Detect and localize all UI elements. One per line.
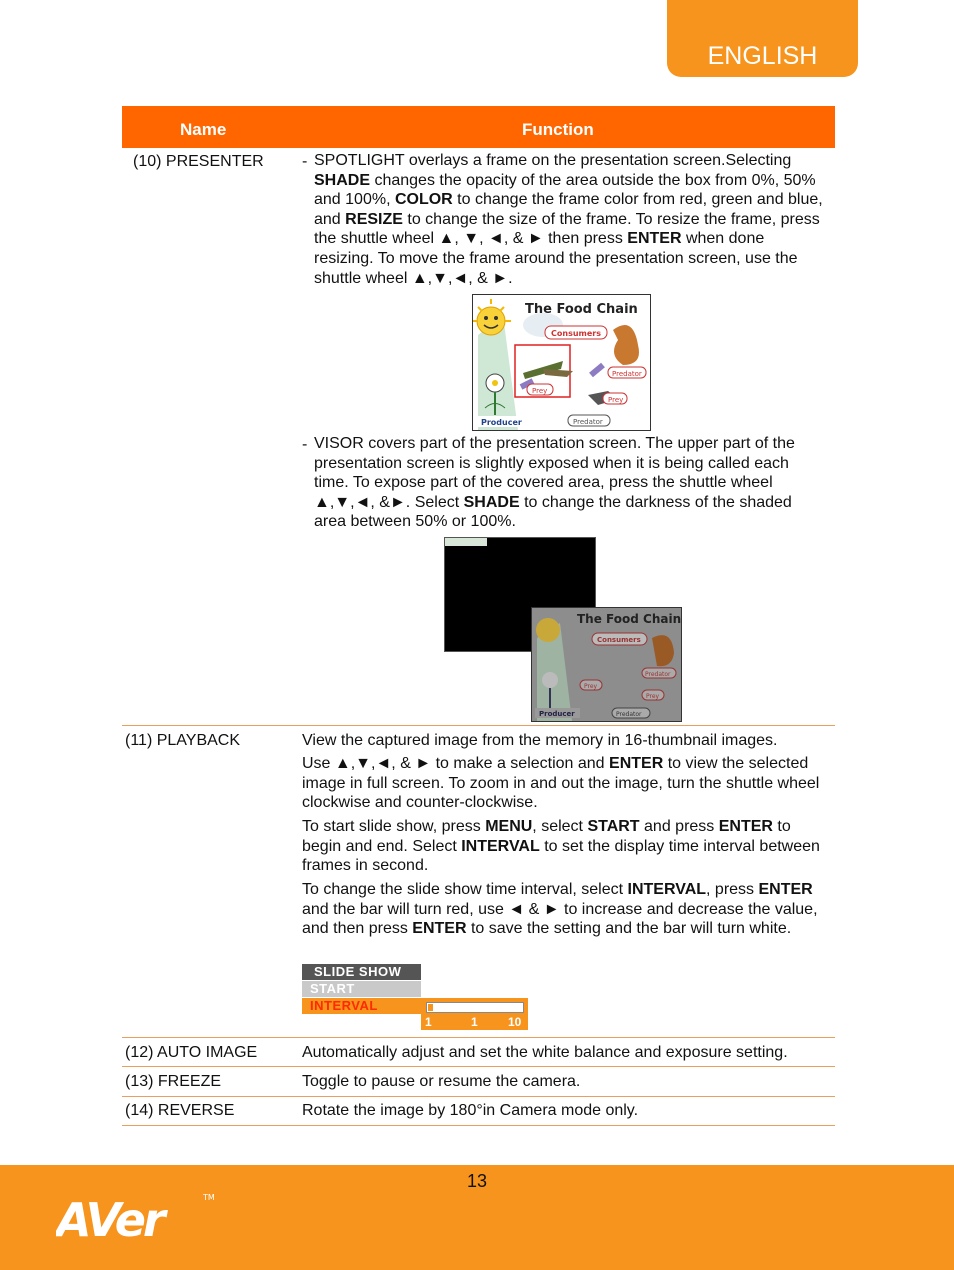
row-name-presenter: (10) PRESENTER [133,153,264,170]
menu-item-interval[interactable]: INTERVAL [302,998,421,1014]
svg-text:The Food Chain: The Food Chain [577,612,681,626]
playback-p4: To change the slide show time interval, select INTERVAL, press ENTER and the bar will turn red, use ◄ & ► to increase and decrease the value, and then press ENTER to save the setting and the bar will turn white. [302,881,818,938]
svg-text:TM: TM [203,1193,215,1202]
reverse-text: Rotate the image by 180°in Camera mode only. [302,1102,639,1119]
row-name-reverse: (14) REVERSE [125,1102,235,1119]
aver-logo [56,1190,226,1247]
auto-image-text: Automatically adjust and set the white balance and exposure setting. [302,1044,788,1061]
svg-text:Predator: Predator [612,370,642,378]
visor-image [531,607,682,722]
row-divider [122,1125,835,1126]
language-label: ENGLISH [707,42,818,70]
bold-keyword: SHADE [314,171,371,189]
page-number: 13 [466,1171,488,1191]
row-divider [122,725,835,726]
svg-text:Prey: Prey [532,387,548,395]
table-header [122,106,835,148]
bold-keyword: ENTER [718,818,773,835]
bold-keyword: COLOR [394,191,453,209]
row-divider [122,1096,835,1097]
language-tab [667,0,858,77]
svg-text:Predator: Predator [616,711,642,718]
bullet-dash: - [302,436,308,453]
svg-text:Producer: Producer [481,418,522,427]
illus-title: The Food Chain [525,302,638,317]
playback-p2: Use ▲,▼,◄, & ► to make a selection and ENTER to view the selected image in full screen. To zoom in and out the image, turn the shuttle wheel clockwise and counter-clockwise. [302,755,820,812]
food-chain-shaded [532,608,681,721]
sun-icon [473,299,511,335]
menu-title: SLIDE SHOW [302,964,421,980]
slider-min: 1 [425,1015,432,1029]
svg-text:Consumers: Consumers [597,636,641,644]
food-chain-illustration [473,295,650,430]
bold-keyword: ENTER [609,755,664,772]
svg-text:Predator: Predator [645,671,671,678]
svg-text:Predator: Predator [573,418,603,426]
svg-text:Consumers: Consumers [551,329,601,338]
bold-keyword: ENTER [412,920,467,938]
bold-keyword: INTERVAL [627,881,707,898]
visor-text: VISOR covers part of the presentation screen. The upper part of the presentation screen is slightly exposed when it is being called each time. To expose part of the covered area, press the shuttle wheel ▲,▼,◄, &►. Select SHADE to change the darkness of the shaded area between 50% or 100%. [314,435,795,531]
spotlight-image [472,294,651,431]
svg-text:AVer: AVer [56,1193,163,1242]
interval-slider-track[interactable] [426,1002,524,1013]
svg-text:Producer: Producer [539,710,575,718]
menu-item-start[interactable]: START [302,981,421,997]
slider-value: 1 [471,1015,478,1029]
bold-keyword: SHADE [463,493,520,511]
svg-text:Prey: Prey [646,693,660,700]
freeze-text: Toggle to pause or resume the camera. [302,1073,581,1090]
slider-max: 10 [508,1015,522,1029]
playback-p3: To start slide show, press MENU, select START and press ENTER to begin and end. Select INTERVAL to set the display time interval between frames in second. [302,818,820,875]
bold-keyword: ENTER [758,881,813,898]
bold-keyword: MENU [485,818,533,835]
bold-keyword: INTERVAL [461,837,540,855]
interval-slider-fill [428,1004,433,1011]
svg-text:Prey: Prey [608,396,624,404]
bold-keyword: ENTER [627,230,682,248]
header-name: Name [180,120,227,139]
bold-keyword: START [587,818,640,835]
bold-keyword: RESIZE [345,210,403,228]
row-name-auto-image: (12) AUTO IMAGE [125,1044,258,1061]
bullet-dash: - [302,153,308,170]
svg-text:Prey: Prey [584,683,598,690]
row-divider [122,1037,835,1038]
row-name-playback: (11) PLAYBACK [125,732,241,749]
header-function: Function [522,120,594,139]
row-divider [122,1066,835,1067]
spotlight-text: SPOTLIGHT overlays a frame on the presentation screen.Selecting SHADE changes the opacity of the area outside the box from 0%, 50% and 100%, COLOR to change the frame color from red, green and blue, and RESIZE to change the size of the frame. To resize the frame, press the shuttle wheel ▲, ▼, ◄, & ► then press ENTER when done resizing. To move the frame around the presentation screen, use the shuttle wheel ▲,▼,◄, & ►. [314,152,823,287]
interval-slider-panel [421,998,528,1030]
playback-p1: View the captured image from the memory in 16-thumbnail images. [302,732,778,749]
row-name-freeze: (13) FREEZE [125,1073,222,1090]
